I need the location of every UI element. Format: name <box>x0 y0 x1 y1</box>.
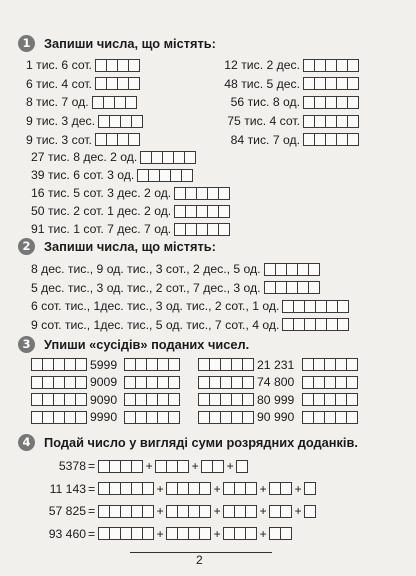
place-value-boxes <box>304 482 316 495</box>
exercise-4-rows <box>36 455 316 545</box>
digit-box[interactable] <box>346 376 358 389</box>
place-value-boxes <box>223 482 257 495</box>
task-row <box>224 130 359 149</box>
place-value-boxes <box>269 482 292 495</box>
previous-number-boxes <box>31 411 87 424</box>
digit-box[interactable] <box>308 281 320 294</box>
task-label: 48 тис. 5 дес. <box>224 76 300 91</box>
place-value-boxes <box>269 527 292 540</box>
neighbour-row <box>31 356 180 374</box>
digit-box[interactable] <box>242 376 254 389</box>
equals-sign: = <box>88 504 96 519</box>
digit-box[interactable] <box>125 96 137 109</box>
task-label: 91 тис. 1 сот. 7 дес. 7 од. <box>31 222 172 236</box>
task-label: 9 сот. тис., 1дес. тис., 5 од. тис., 7 сот., 4 од. <box>31 317 280 332</box>
next-number-boxes <box>124 393 180 406</box>
exercise-3-left-column <box>31 356 180 426</box>
digit-box[interactable] <box>242 411 254 424</box>
answer-boxes <box>92 96 137 109</box>
digit-box[interactable] <box>280 505 292 518</box>
task-row <box>31 166 230 184</box>
digit-box[interactable] <box>304 482 316 495</box>
task-label: 1 тис. 6 сот. <box>26 58 92 73</box>
task-row <box>31 148 230 166</box>
answer-boxes <box>174 223 230 236</box>
digit-box[interactable] <box>199 482 211 495</box>
digit-box[interactable] <box>347 133 359 146</box>
plus-sign: + <box>226 459 234 474</box>
digit-box[interactable] <box>347 59 359 72</box>
answer-boxes <box>174 187 230 200</box>
answer-boxes <box>303 59 359 72</box>
digit-box[interactable] <box>199 505 211 518</box>
plus-sign: + <box>294 504 302 519</box>
digit-box[interactable] <box>168 393 180 406</box>
digit-box[interactable] <box>242 393 254 406</box>
exercise-1-badge: 1 <box>18 35 35 52</box>
answer-boxes <box>140 151 196 164</box>
answer-boxes <box>137 169 193 182</box>
answer-boxes <box>282 300 349 313</box>
next-number-boxes <box>302 376 358 389</box>
place-value-boxes <box>304 505 316 518</box>
digit-box[interactable] <box>337 318 349 331</box>
neighbour-row <box>198 374 358 392</box>
neighbour-row <box>31 391 180 409</box>
answer-boxes <box>95 77 140 90</box>
digit-box[interactable] <box>347 96 359 109</box>
place-value-boxes <box>166 482 211 495</box>
place-value-boxes <box>223 527 257 540</box>
answer-boxes <box>95 59 140 72</box>
answer-boxes <box>303 77 359 90</box>
place-value-boxes <box>236 460 248 473</box>
given-number: 11 143 <box>49 481 86 496</box>
task-row <box>26 130 143 149</box>
task-label: 9 тис. 3 дес. <box>26 114 95 129</box>
digit-box[interactable] <box>168 358 180 371</box>
answer-boxes <box>264 263 320 276</box>
plus-sign: + <box>156 504 164 519</box>
exercise-1-left-column <box>26 56 143 149</box>
next-number-boxes <box>124 376 180 389</box>
given-number: 93 460 <box>48 526 86 541</box>
task-label: 8 тис. 7 од. <box>26 95 89 110</box>
place-value-boxes <box>269 505 292 518</box>
exercise-2-rows <box>31 260 349 334</box>
previous-number-boxes <box>31 376 87 389</box>
given-number: 57 825 <box>48 504 86 519</box>
neighbour-row <box>198 409 358 427</box>
plus-sign: + <box>213 526 221 541</box>
task-row <box>31 220 230 238</box>
previous-number-boxes <box>198 376 254 389</box>
digit-box[interactable] <box>128 77 140 90</box>
previous-number-boxes <box>198 393 254 406</box>
given-number: 9009 <box>90 375 118 390</box>
digit-box[interactable] <box>218 223 230 236</box>
task-label: 9 тис. 3 сот. <box>26 132 92 147</box>
plus-sign: + <box>213 504 221 519</box>
previous-number-boxes <box>198 411 254 424</box>
exercise-1-title: Запиши числа, що містять: <box>44 36 216 51</box>
task-row <box>224 56 359 75</box>
given-number: 80 999 <box>257 392 295 407</box>
digit-box[interactable] <box>280 482 292 495</box>
task-label: 84 тис. 7 од. <box>230 132 300 147</box>
task-row <box>26 112 143 131</box>
task-label: 16 тис. 5 сот. 3 дес. 2 од. <box>31 186 172 200</box>
exercise-3-badge: 3 <box>18 336 35 353</box>
exercise-2-title: Запиши числа, що містять: <box>44 239 216 254</box>
digit-box[interactable] <box>168 411 180 424</box>
previous-number-boxes <box>31 358 87 371</box>
place-value-boxes <box>98 505 154 518</box>
exercise-3-right-column <box>198 356 358 426</box>
expansion-row <box>36 455 316 478</box>
place-value-boxes <box>166 527 211 540</box>
plus-sign: + <box>191 459 199 474</box>
equals-sign: = <box>88 481 96 496</box>
task-row <box>26 75 143 94</box>
digit-box[interactable] <box>308 263 320 276</box>
digit-box[interactable] <box>218 187 230 200</box>
digit-box[interactable] <box>142 527 154 540</box>
answer-boxes <box>174 205 230 218</box>
digit-box[interactable] <box>346 393 358 406</box>
digit-box[interactable] <box>128 59 140 72</box>
plus-sign: + <box>156 481 164 496</box>
plus-sign: + <box>259 481 267 496</box>
task-row <box>224 93 359 112</box>
exercise-2-badge: 2 <box>18 238 35 255</box>
neighbour-row <box>31 374 180 392</box>
digit-box[interactable] <box>131 460 143 473</box>
digit-box[interactable] <box>245 482 257 495</box>
next-number-boxes <box>302 411 358 424</box>
place-value-boxes <box>98 527 154 540</box>
expansion-row <box>36 500 316 523</box>
given-number: 90 990 <box>257 410 295 425</box>
digit-box[interactable] <box>199 527 211 540</box>
task-row <box>31 279 349 298</box>
task-label: 6 тис. 4 сот. <box>26 76 92 91</box>
neighbour-row <box>198 356 358 374</box>
place-value-boxes <box>98 482 154 495</box>
exercise-4-title: Подай число у вигляді суми розрядних доданків. <box>44 435 358 450</box>
plus-sign: + <box>145 459 153 474</box>
digit-box[interactable] <box>75 358 87 371</box>
task-label: 50 тис. 2 сот. 1 дес. 2 од. <box>31 204 172 218</box>
expansion-row <box>36 478 316 501</box>
task-row <box>31 202 230 220</box>
answer-boxes <box>264 281 320 294</box>
place-value-boxes <box>98 460 143 473</box>
digit-box[interactable] <box>181 169 193 182</box>
previous-number-boxes <box>198 358 254 371</box>
digit-box[interactable] <box>75 393 87 406</box>
digit-box[interactable] <box>304 505 316 518</box>
digit-box[interactable] <box>184 151 196 164</box>
answer-boxes <box>303 133 359 146</box>
task-row <box>31 184 230 202</box>
digit-box[interactable] <box>236 460 248 473</box>
task-label: 6 сот. тис., 1дес. тис., 3 од. тис., 2 сот., 1 од. <box>31 299 280 314</box>
neighbour-row <box>31 409 180 427</box>
task-label: 56 тис. 8 од. <box>230 95 300 110</box>
exercise-4-badge: 4 <box>18 434 35 451</box>
plus-sign: + <box>259 526 267 541</box>
next-number-boxes <box>124 358 180 371</box>
task-row <box>31 297 349 316</box>
digit-box[interactable] <box>168 376 180 389</box>
given-number: 21 231 <box>257 357 295 372</box>
task-label: 12 тис. 2 дес. <box>224 58 300 73</box>
digit-box[interactable] <box>337 300 349 313</box>
task-label: 75 тис. 4 сот. <box>227 114 300 129</box>
expansion-row <box>36 523 316 546</box>
digit-box[interactable] <box>131 115 143 128</box>
equals-sign: = <box>88 526 96 541</box>
neighbour-row <box>198 391 358 409</box>
task-label: 5 дес. тис., 3 од. тис., 2 сот., 7 дес., 3 од. <box>31 280 261 295</box>
plus-sign: + <box>294 481 302 496</box>
digit-box[interactable] <box>242 358 254 371</box>
answer-boxes <box>303 115 359 128</box>
equals-sign: = <box>88 459 96 474</box>
given-number: 74 800 <box>257 375 295 390</box>
given-number: 9990 <box>90 410 118 425</box>
answer-boxes <box>282 318 349 331</box>
given-number: 5378 <box>58 459 86 474</box>
exercise-1-long-column <box>31 148 230 238</box>
digit-box[interactable] <box>218 205 230 218</box>
plus-sign: + <box>213 481 221 496</box>
place-value-boxes <box>201 460 224 473</box>
place-value-boxes <box>155 460 189 473</box>
task-label: 39 тис. 6 сот. 3 од. <box>31 168 135 182</box>
digit-box[interactable] <box>346 411 358 424</box>
exercise-3-title: Упиши «сусідів» поданих чисел. <box>44 337 250 352</box>
answer-boxes <box>303 96 359 109</box>
digit-box[interactable] <box>177 460 189 473</box>
task-row <box>26 56 143 75</box>
plus-sign: + <box>156 526 164 541</box>
place-value-boxes <box>223 505 257 518</box>
place-value-boxes <box>166 505 211 518</box>
digit-box[interactable] <box>245 527 257 540</box>
digit-box[interactable] <box>142 505 154 518</box>
digit-box[interactable] <box>142 482 154 495</box>
given-number: 5999 <box>90 357 118 372</box>
digit-box[interactable] <box>75 376 87 389</box>
digit-box[interactable] <box>245 505 257 518</box>
next-number-boxes <box>302 358 358 371</box>
task-row <box>31 316 349 335</box>
task-label: 8 дес. тис., 9 од. тис., 3 сот., 2 дес., 5 од. <box>31 262 261 277</box>
digit-box[interactable] <box>280 527 292 540</box>
next-number-boxes <box>124 411 180 424</box>
answer-boxes <box>98 115 143 128</box>
given-number: 9090 <box>90 392 118 407</box>
page-number: 2 <box>196 553 203 567</box>
task-row <box>224 75 359 94</box>
plus-sign: + <box>259 504 267 519</box>
digit-box[interactable] <box>347 77 359 90</box>
digit-box[interactable] <box>75 411 87 424</box>
digit-box[interactable] <box>347 115 359 128</box>
next-number-boxes <box>302 393 358 406</box>
digit-box[interactable] <box>128 133 140 146</box>
answer-boxes <box>95 133 140 146</box>
task-label: 27 тис. 8 дес. 2 од. <box>31 150 138 164</box>
task-row <box>224 112 359 131</box>
digit-box[interactable] <box>212 460 224 473</box>
exercise-1-right-column <box>224 56 359 149</box>
digit-box[interactable] <box>346 358 358 371</box>
task-row <box>26 93 143 112</box>
previous-number-boxes <box>31 393 87 406</box>
task-row <box>31 260 349 279</box>
